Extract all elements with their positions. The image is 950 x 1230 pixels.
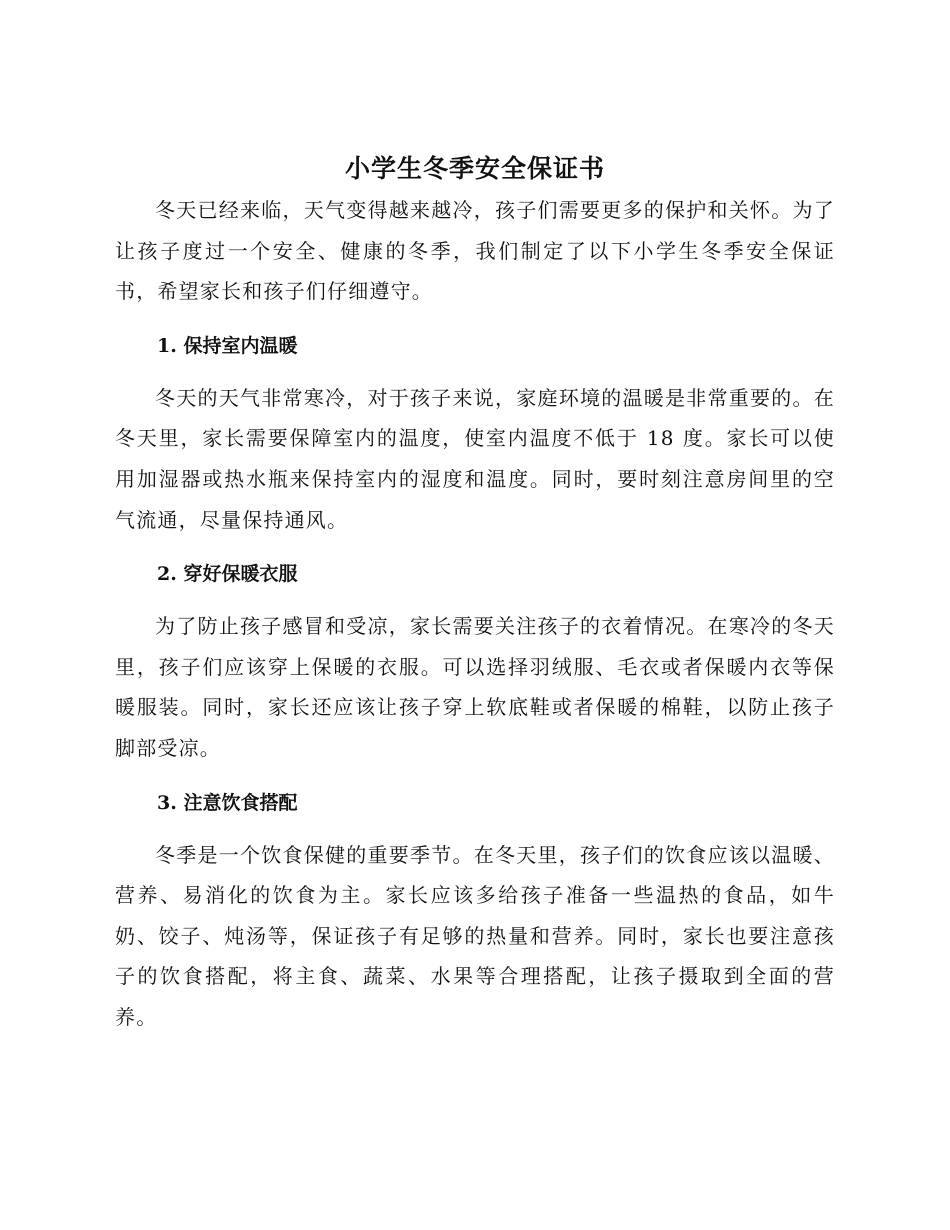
section-heading: 1. 保持室内温暖 — [157, 334, 298, 357]
document-page — [115, 148, 835, 1038]
section-paragraph: 冬天的天气非常寒冷，对于孩子来说，家庭环境的温暖是非常重要的。在冬天里，家长需要保障室内的温度，使室内温度不低于 18 度。家长可以使用加湿器或热水瓶来保持室内的湿度和温度。同时，要时刻注意房间里的空气流通，尽量保持通风。 — [115, 385, 835, 532]
intro-paragraph: 冬天已经来临，天气变得越来越冷，孩子们需要更多的保护和关怀。为了让孩子度过一个安全、健康的冬季，我们制定了以下小学生冬季安全保证书，希望家长和孩子们仔细遵守。 — [115, 198, 835, 304]
section-paragraph: 冬季是一个饮食保健的重要季节。在冬天里，孩子们的饮食应该以温暖、营养、易消化的饮食为主。家长应该多给孩子准备一些温热的食品，如牛奶、饺子、炖汤等，保证孩子有足够的热量和营养。同时，家长也要注意孩子的饮食搭配，将主食、蔬菜、水果等合理搭配，让孩子摄取到全面的营养。 — [115, 842, 835, 1029]
section-heading: 2. 穿好保暖衣服 — [157, 563, 298, 586]
document-title: 小学生冬季安全保证书 — [344, 154, 605, 183]
section-paragraph: 为了防止孩子感冒和受凉，家长需要关注孩子的衣着情况。在寒冷的冬天里，孩子们应该穿上保暖的衣服。可以选择羽绒服、毛衣或者保暖内衣等保暖服装。同时，家长还应该让孩子穿上软底鞋或者保暖的棉鞋，以防止孩子脚部受凉。 — [115, 614, 835, 760]
section-heading: 3. 注意饮食搭配 — [157, 791, 298, 814]
